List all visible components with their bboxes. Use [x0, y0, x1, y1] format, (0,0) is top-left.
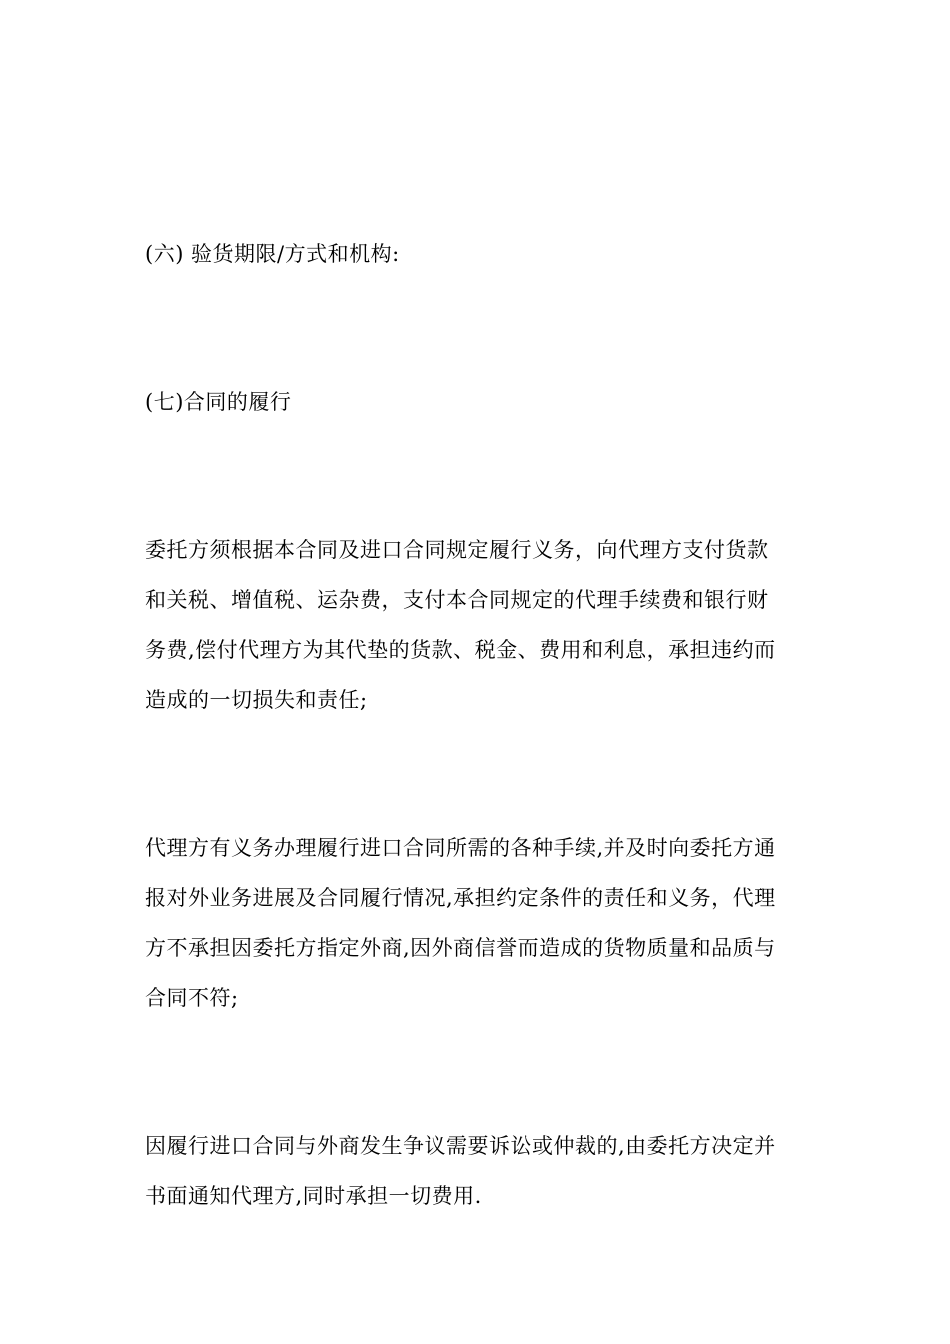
paragraph-line: 造成的一切损失和责任;: [145, 688, 368, 712]
paragraph-line: 报对外业务进展及合同履行情况,承担约定条件的责任和义务，代理: [145, 886, 776, 910]
paragraph-line: 合同不符;: [145, 986, 239, 1010]
paragraph-line: 因履行进口合同与外商发生争议需要诉讼或仲裁的,由委托方决定并: [145, 1134, 776, 1158]
paragraph-line: 代理方有义务办理履行进口合同所需的各种手续,并及时向委托方通: [145, 836, 776, 860]
paragraph-line: 务费,偿付代理方为其代垫的货款、税金、费用和利息，承担违约而: [145, 638, 776, 662]
paragraph-line: 委托方须根据本合同及进口合同规定履行义务，向代理方支付货款: [145, 538, 769, 562]
section-7-heading: (七)合同的履行: [145, 390, 292, 414]
paragraph-line: 方不承担因委托方指定外商,因外商信誉而造成的货物质量和品质与: [145, 936, 776, 960]
paragraph-line: 书面通知代理方,同时承担一切费用.: [145, 1184, 482, 1208]
section-6-heading: (六) 验货期限/方式和机构:: [145, 242, 400, 266]
paragraph-line: 和关税、增值税、运杂费，支付本合同规定的代理手续费和银行财: [145, 588, 769, 612]
